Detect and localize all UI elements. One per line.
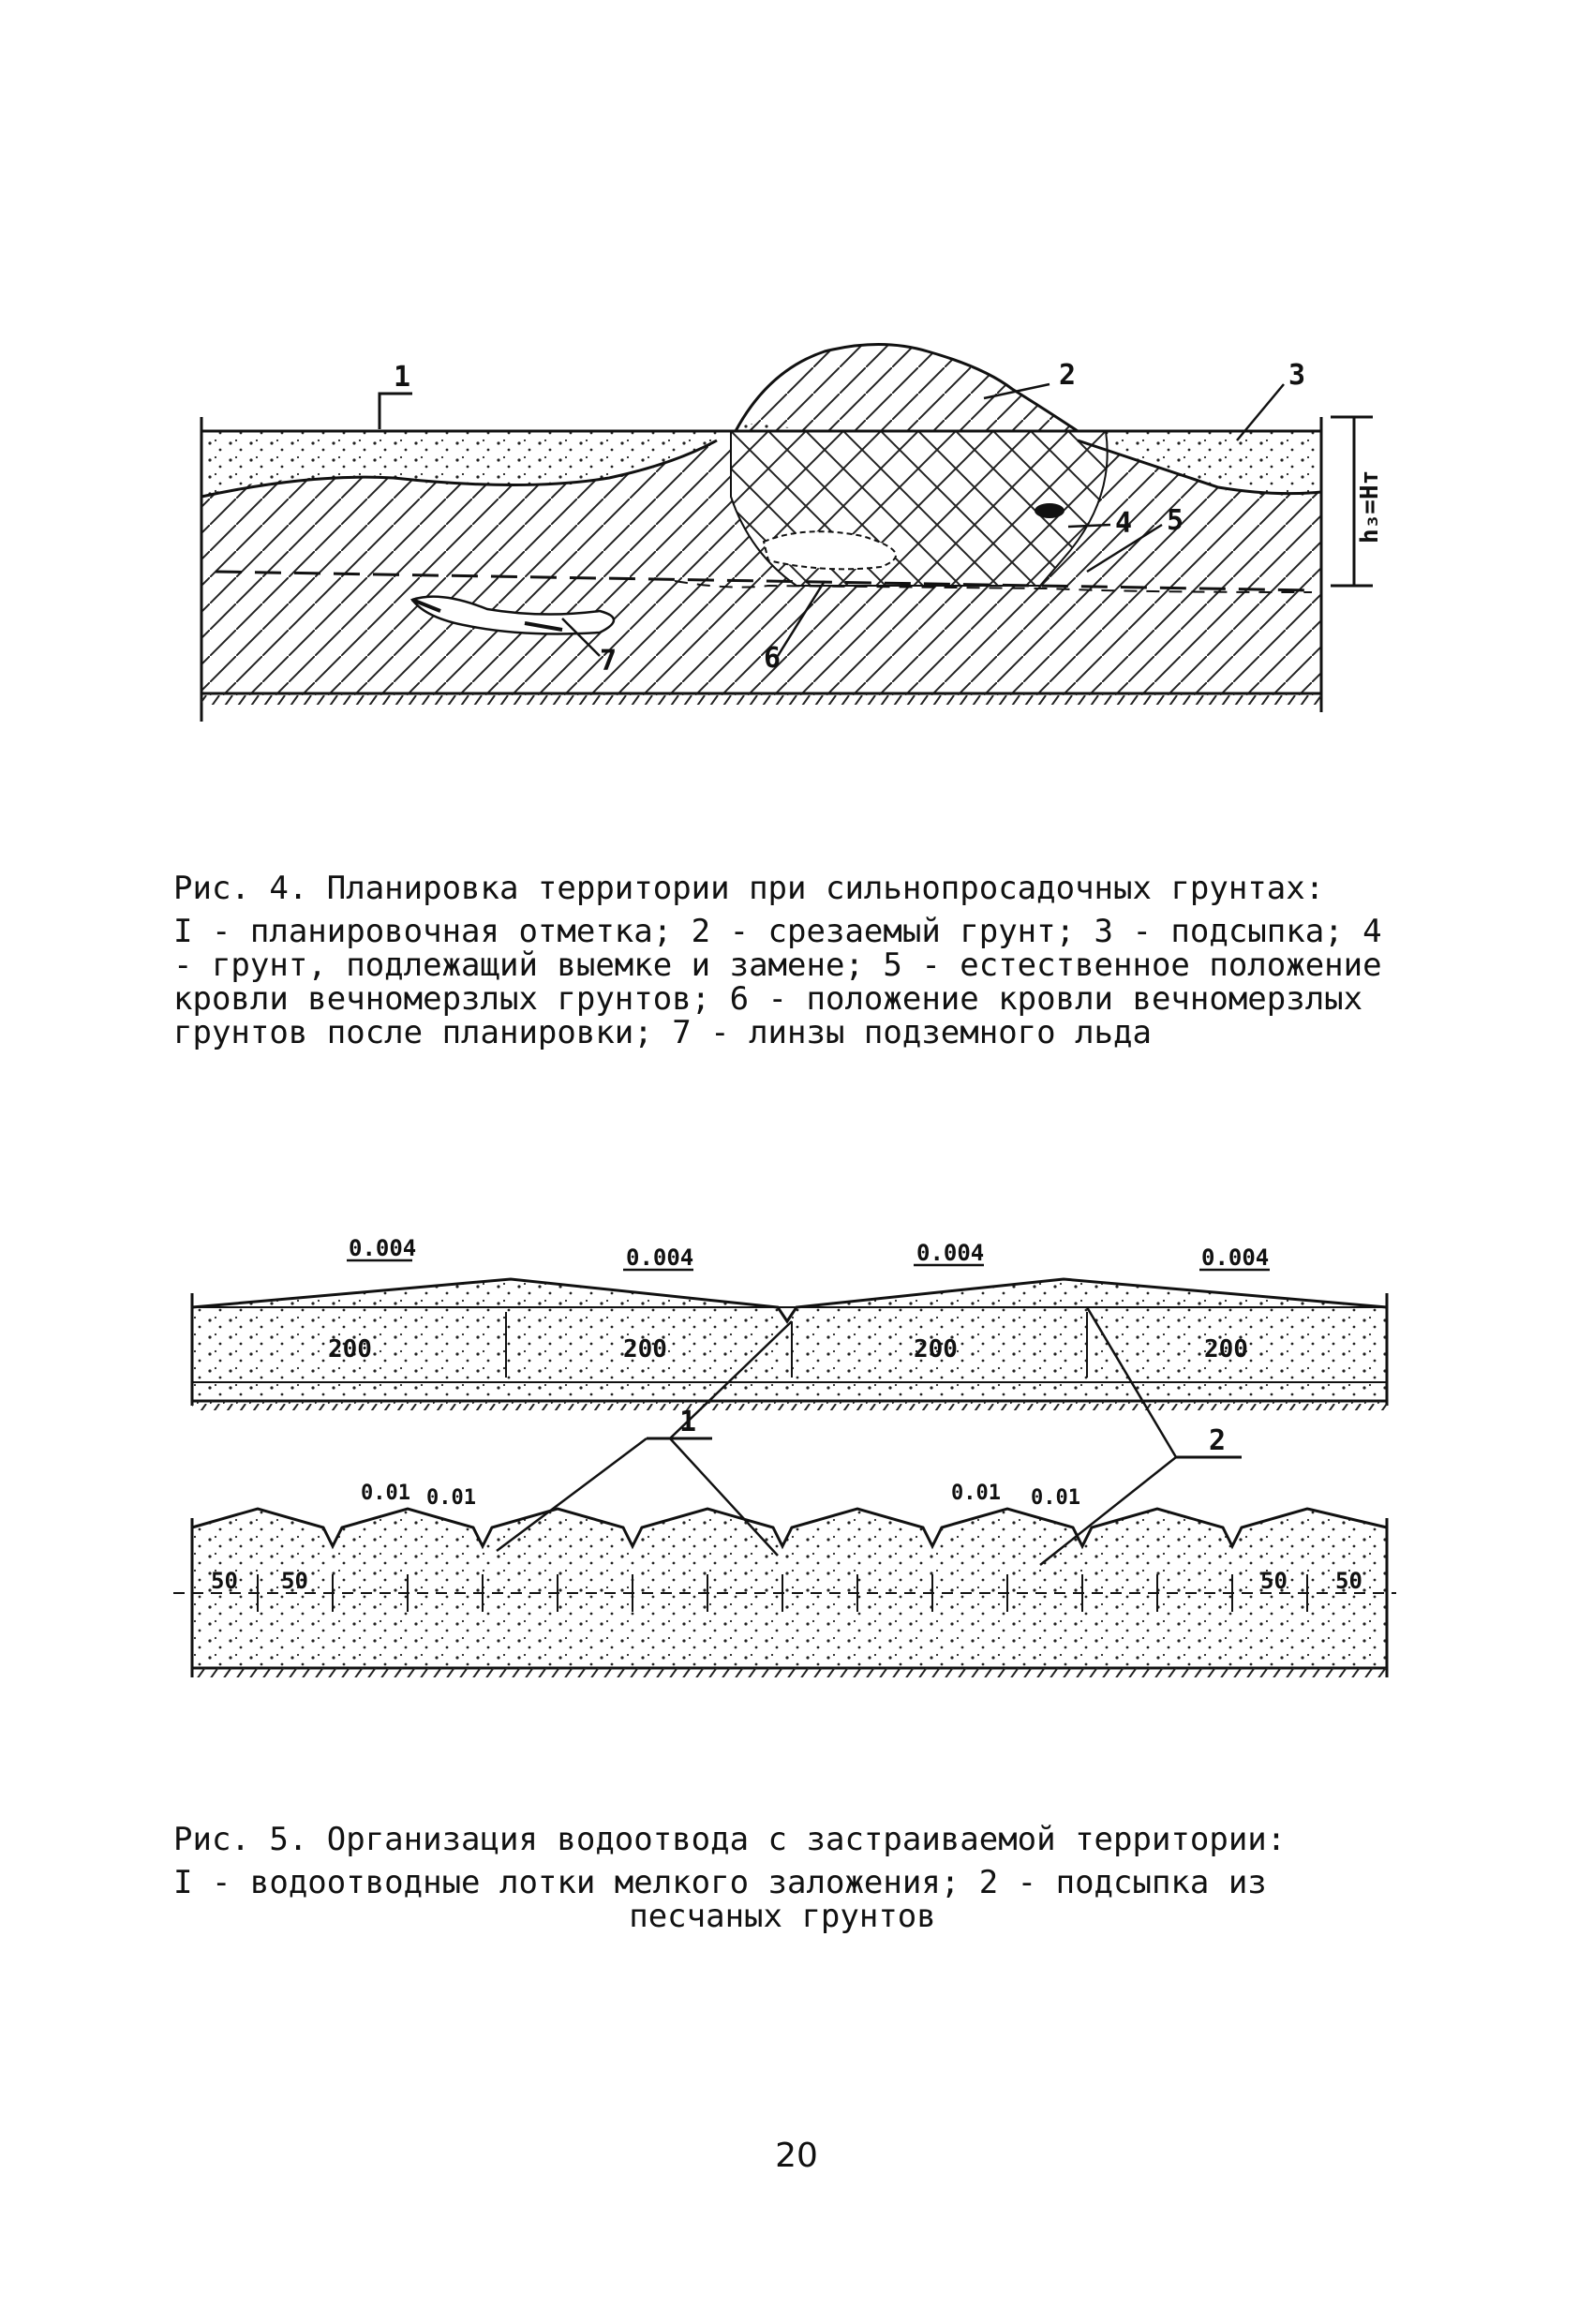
page-number: 20 <box>775 2137 818 2175</box>
fig5-callout-1: 1 <box>679 1406 697 1438</box>
fig4-callout-3: 3 <box>1288 359 1306 392</box>
fig4-callout-2: 2 <box>1059 359 1077 392</box>
fig5-lower-dim-3: 50 <box>1260 1568 1288 1594</box>
fig5-upper-slope-4: 0.004 <box>1201 1244 1270 1271</box>
fig5-lower-slope-1: 0.01 <box>361 1482 410 1505</box>
fig4-callout-1: 1 <box>394 361 411 394</box>
fig4-soil-section <box>201 345 1373 723</box>
fig5-upper-slope-1: 0.004 <box>349 1235 417 1261</box>
fig5-lower-slope-3: 0.01 <box>951 1482 1001 1505</box>
fig5-lower-slope-2: 0.01 <box>426 1486 476 1510</box>
fig5-lower-dim-4: 50 <box>1335 1568 1362 1594</box>
figure-4-caption-legend: I - планировочная отметка; 2 - срезаемый грунт; 3 - подсыпка; 4 - грунт, подлежащий выемке и замене; 5 - естественное положение кровли вечномерзлых грунтов; 6 - положение кровли вечномерзлых грунтов после планировки; 7 - линзы подземного льда <box>173 913 1382 1051</box>
figure-5-caption-legend-cont: песчаных грунтов <box>629 1898 936 1935</box>
fig4-dimension-label: h₃=Hт <box>1356 469 1384 544</box>
fig5-upper-dim-2: 200 <box>623 1335 667 1363</box>
fig5-lower-slope-4: 0.01 <box>1031 1486 1080 1510</box>
figure-5-caption <box>173 1823 1392 1933</box>
fig5-upper-slope-2: 0.004 <box>626 1244 694 1271</box>
fig5-lower-section <box>173 1509 1396 1677</box>
fig5-upper-dim-4: 200 <box>1204 1335 1248 1363</box>
fig5-upper-slope-3: 0.004 <box>916 1240 985 1266</box>
figure-5-caption-legend: I - водоотводные лотки мелкого заложения; 2 - подсыпка из <box>173 1864 1267 1901</box>
fig4-callout-6: 6 <box>764 642 782 675</box>
figure-4-caption <box>173 872 1392 1050</box>
fig4-callout-4: 4 <box>1115 507 1133 540</box>
fig5-upper-dim-1: 200 <box>328 1335 372 1363</box>
figure-4-caption-title: Рис. 4. Планировка территории при сильнопросадочных грунтах: <box>173 870 1325 907</box>
fig5-upper-dim-3: 200 <box>914 1335 958 1363</box>
fig5-lower-dim-1: 50 <box>211 1568 238 1594</box>
fig5-lower-dim-2: 50 <box>281 1568 308 1594</box>
fig4-callout-5: 5 <box>1167 504 1184 537</box>
figure-5-caption-title: Рис. 5. Организация водоотвода с застраиваемой территории: <box>173 1821 1287 1858</box>
fig5-callout-2: 2 <box>1209 1424 1227 1457</box>
fig4-callout-7: 7 <box>600 645 618 678</box>
